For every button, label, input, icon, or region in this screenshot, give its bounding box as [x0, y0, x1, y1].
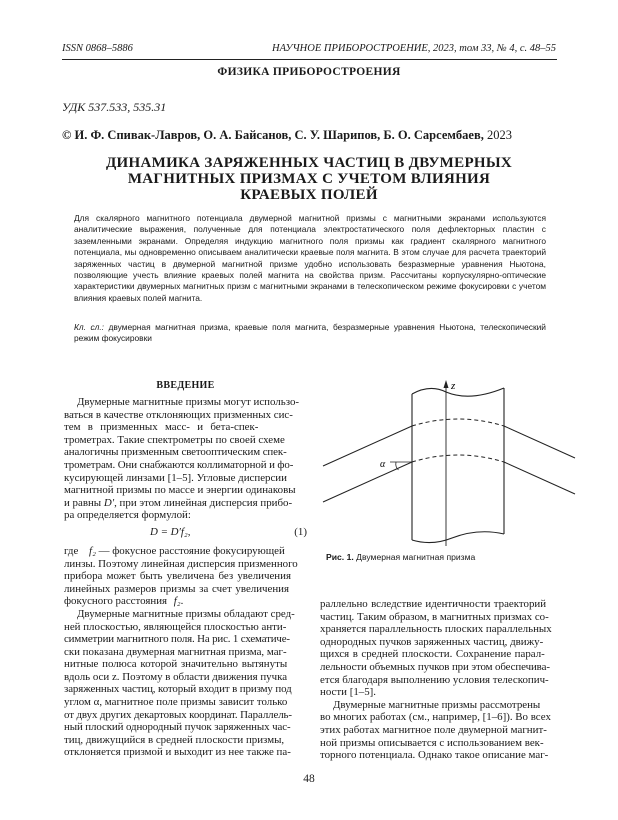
text-line: ра определяется формулой: [64, 509, 191, 522]
caption-label: Рис. 1. [326, 552, 354, 562]
text-line: трометрам. Они снабжаются коллиматорной и фо- [64, 458, 294, 471]
title-line: МАГНИТНЫХ ПРИЗМАХ С УЧЕТОМ ВЛИЯНИЯ [127, 171, 491, 187]
text-line: вдоль оси z. Поэтому в области движения пучка [64, 670, 288, 683]
author-names: И. Ф. Спивак-Лавров, О. А. Байсанов, С. У. Шарипов, Б. О. Сарсембаев, [74, 128, 484, 142]
text-line: углом α, магнитное поле призмы зависит только [64, 696, 288, 709]
text-line: кусирующей линзами [1–5]. Угловые дисперсии [64, 471, 287, 484]
text-line: Двумерные магнитные призмы обладают сред- [77, 607, 295, 620]
authors [62, 128, 512, 143]
text-line: лельности объемных пучков при этом обеспечива- [320, 660, 550, 673]
text-line: отклоняется призмой и выходит из нее также па- [64, 746, 291, 759]
trajectory-lower [412, 455, 504, 462]
text-line: тиц, движущийся в средней плоскости призмы, [64, 733, 285, 746]
text-line: ности [1–5]. [320, 686, 377, 699]
exit-beam-lower [504, 462, 575, 494]
text-line: ется благодаря выполнению условия телескопич- [320, 673, 549, 686]
journal-citation: НАУЧНОЕ ПРИБОРОСТРОЕНИЕ, 2023, том 33, № 4, с. 48–55 [272, 43, 556, 54]
right-paragraph-2 [320, 699, 563, 762]
text-line: нитные полюса которой значительно вытянуты [64, 658, 288, 671]
angle-label: α [380, 459, 386, 470]
right-column [320, 598, 563, 762]
text-line: частиц. Таким образом, в магнитных призмах со- [320, 610, 549, 623]
right-paragraph-1 [320, 598, 563, 699]
text-line: ней плоскостью, являющейся плоскостью анти- [64, 620, 287, 633]
incident-beam-upper [323, 426, 412, 466]
page-number: 48 [303, 773, 315, 785]
intro-paragraph-3 [64, 608, 307, 759]
text-line: симметрии магнитного поля. На рис. 1 схематиче- [64, 633, 290, 646]
text-line: раллельно вследствие идентичности траекторий [320, 598, 547, 610]
copyright-sign: © [62, 128, 72, 142]
keywords-label: Кл. сл.: [74, 322, 105, 332]
formula: D = D′f₂, [150, 525, 191, 538]
trajectory-upper [412, 419, 504, 426]
text-line: торного потенциала. Однако такое описание маг- [320, 749, 549, 762]
text-line: ной призмы описывается с использованием век- [320, 736, 544, 749]
text-fragment: фокусного расстояния [64, 595, 168, 608]
text-line: однородных пучков заряженных частиц, движу- [320, 635, 544, 648]
equation-1 [64, 524, 307, 543]
intro-paragraph-2 [64, 545, 307, 608]
paper-title [0, 155, 618, 203]
intro-heading: ВВЕДЕНИЕ [156, 380, 215, 391]
text-line [64, 497, 307, 510]
text-line: храняется параллельность плоских параллельных [320, 623, 552, 636]
text-fragment: , при этом линейная дисперсия прибо- [114, 496, 293, 509]
focal-length-symbol: f₂ [89, 544, 96, 557]
intro-paragraph-1 [64, 396, 307, 522]
abstract: Для скалярного магнитного потенциала двумерной магнитной призмы с магнитными экранами используются аналитические выражения, полученные для потенциала электростатического поля дефлекторных пластин с заземленными экранами. Определяя индукцию магнитного поля призмы как градиент скалярного магнитного потенциала, мы одновременно описываем аналитически краевые поля магнита. В этом случае для расчета траекторий заряженных частиц в двумерной магнитной призме удобно использовать безразмерные уравнения Ньютона, позволяющие учесть влияние краевых полей магнита на свойства призм. Рассчитаны корпускулярно-оптические характеристики двумерных магнитных призм с магнитными экранами в телескопическом режиме фокусировки с учетом влияния краевых полей магнита. [74, 213, 546, 303]
text-line: аналогичны призменным светооптическим спек- [64, 446, 287, 459]
issn: ISSN 0868–5886 [62, 43, 133, 54]
text-fragment: где [64, 544, 79, 557]
figure-1-diagram [320, 378, 580, 548]
prism-top-edge [412, 388, 504, 396]
left-column [64, 396, 307, 759]
keywords [74, 322, 546, 345]
incident-beam-lower [323, 462, 412, 502]
text-line: трометрах. Такие спектрометры по своей схеме [64, 433, 285, 446]
text-line: заряженных частиц, который входит в призму под [64, 683, 292, 696]
header-rule [62, 59, 557, 60]
text-line: линейных размеров призмы за счет увеличения [64, 582, 290, 595]
text-line [64, 595, 307, 608]
angular-dispersion-symbol: D′ [103, 496, 115, 509]
author-year: 2023 [486, 128, 512, 142]
text-line: от двух других декартовых координат. Параллель- [64, 708, 292, 721]
z-axis-arrow [444, 380, 449, 388]
text-line: магнитной призмы по массе и энергии одинаковы [64, 484, 296, 497]
formula-number: (1) [294, 525, 307, 538]
text-fragment: — фокусное расстояние фокусирующей [98, 544, 285, 557]
section-title: ФИЗИКА ПРИБОРОСТРОЕНИЯ [217, 66, 401, 78]
text-line: ваться в качестве отклоняющих призменных сис- [64, 408, 293, 421]
text-line: линзы. Поэтому линейная дисперсия призменного [64, 557, 298, 570]
text-line: во многих работах (см., например, [1–6]). Во всех [320, 711, 551, 724]
text-fragment: и равны [64, 496, 102, 509]
figure-caption [326, 552, 475, 562]
text-line: тем в призменных масс- и бета-спек- [64, 421, 259, 434]
prism-bottom-edge [412, 532, 504, 543]
text-line: Двумерные магнитные призмы могут использо- [77, 396, 300, 408]
text-line: этих работах магнитное поле двумерной магнит- [320, 723, 547, 736]
exit-beam-upper [504, 426, 575, 458]
udc: УДК 537.533, 535.31 [62, 100, 167, 114]
focal-length-symbol: f₂ [173, 595, 181, 608]
keywords-text: двумерная магнитная призма, краевые поля магнита, безразмерные уравнения Ньютона, телескопический режим фокусировки [74, 322, 546, 344]
text-line: Двумерные магнитные призмы рассмотрены [333, 698, 541, 711]
text-fragment: . [180, 595, 184, 608]
z-axis-label: z [451, 380, 456, 392]
text-line: ный плоский однородный пучок заряженных час- [64, 721, 291, 734]
title-line: ДИНАМИКА ЗАРЯЖЕННЫХ ЧАСТИЦ В ДВУМЕРНЫХ [105, 155, 513, 171]
text-line: щихся в средней плоскости. Сохранение парал- [320, 648, 545, 661]
caption-text: Двумерная магнитная призма [356, 552, 476, 562]
text-line: прибора может быть увеличена без увеличения [64, 570, 291, 583]
text-line: ски показана двумерная магнитная призма, маг- [64, 645, 287, 658]
title-line: КРАЕВЫХ ПОЛЕЙ [240, 187, 378, 203]
text-line [64, 545, 307, 558]
